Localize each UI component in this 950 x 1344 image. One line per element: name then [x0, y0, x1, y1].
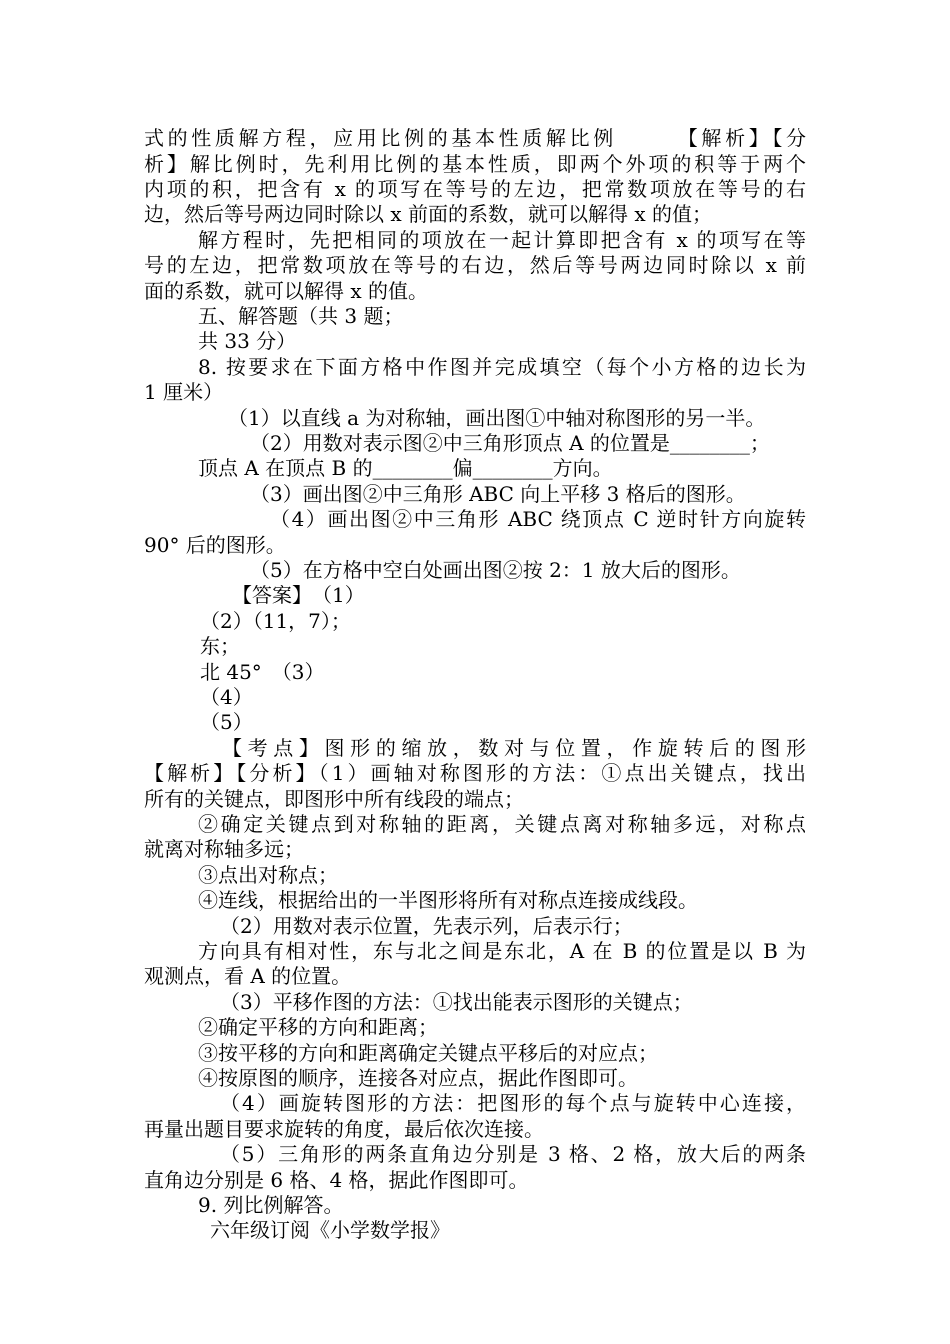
- text-line: 解方程时，先把相同的项放在一起计算即把含有 x 的项写在等: [198, 228, 806, 252]
- text-line: 边，然后等号两边同时除以 x 前面的系数，就可以解得 x 的值；: [144, 202, 712, 226]
- text-line: （4）: [200, 685, 253, 709]
- text-line: ④连线，根据给出的一半图形将所有对称点连接成线段。: [198, 888, 698, 912]
- question-8: 8. 按要求在下面方格中作图并完成填空（每个小方格的边长为: [198, 355, 806, 379]
- text-line: 就离对称轴多远；: [144, 837, 304, 861]
- text-line: ③按平移的方向和距离确定关键点平移后的对应点；: [198, 1041, 658, 1065]
- section-heading: 五、解答题（共 3 题；: [198, 304, 404, 328]
- text-line: ②确定关键点到对称轴的距离，关键点离对称轴多远，对称点: [198, 812, 806, 836]
- text-line: 90° 后的图形。: [144, 533, 286, 557]
- text-line: 顶点 A 在顶点 B 的________偏________方向。: [198, 456, 613, 480]
- text-line: （4）画旋转图形的方法：把图形的每个点与旋转中心连接，: [220, 1091, 806, 1115]
- text-line: （3）平移作图的方法：①找出能表示图形的关键点；: [220, 990, 693, 1014]
- text-line: 号的左边，把常数项放在等号的右边，然后等号两边同时除以 x 前: [144, 253, 806, 277]
- text-line: 1 厘米）: [144, 380, 224, 404]
- text-line: （2）用数对表示图②中三角形顶点 A 的位置是________；: [250, 431, 770, 455]
- text-line: 所有的关键点，即图形中所有线段的端点；: [144, 787, 524, 811]
- text-line: （2）（11，7）；: [200, 609, 351, 633]
- text-line: 东；: [200, 634, 240, 658]
- text-line: 再量出题目要求旋转的角度，最后依次连接。: [144, 1117, 544, 1141]
- text-line: 内项的积，把含有 x 的项写在等号的左边，把常数项放在等号的右: [144, 177, 806, 201]
- text-line: 观测点，看 A 的位置。: [144, 964, 352, 988]
- text-line: （4）画出图②中三角形 ABC 绕顶点 C 逆时针方向旋转: [270, 507, 806, 531]
- knowledge-point: 【考点】图形的缩放，数对与位置，作旋转后的图形: [222, 736, 806, 760]
- text-line: 北 45° （3）: [200, 660, 325, 684]
- text-line: ④按原图的顺序，连接各对应点，据此作图即可。: [198, 1066, 638, 1090]
- question-9: 9. 列比例解答。: [198, 1193, 344, 1217]
- text-line: 方向具有相对性，东与北之间是东北，A 在 B 的位置是以 B 为: [198, 939, 806, 963]
- text-line: （5）三角形的两条直角边分别是 3 格、2 格，放大后的两条: [220, 1142, 806, 1166]
- section-heading: 共 33 分）: [198, 329, 297, 353]
- text-line: 式的性质解方程，应用比例的基本性质解比例 【解析】【分: [144, 126, 806, 150]
- text-line: （5）: [200, 710, 253, 734]
- answer-label: 【答案】 （1）: [232, 583, 365, 607]
- text-line: （5）在方格中空白处画出图②按 2：1 放大后的图形。: [250, 558, 741, 582]
- text-line: 面的系数，就可以解得 x 的值。: [144, 279, 428, 303]
- text-line: 直角边分别是 6 格、4 格，据此作图即可。: [144, 1168, 529, 1192]
- text-line: ②确定平移的方向和距离；: [198, 1015, 438, 1039]
- text-line: 析】解比例时，先利用比例的基本性质，即两个外项的积等于两个: [144, 152, 806, 176]
- text-line: 【解析】【分析】（1）画轴对称图形的方法：①点出关键点，找出: [144, 761, 806, 785]
- text-line: 六年级订阅《小学数学报》: [210, 1218, 450, 1242]
- text-line: （2）用数对表示位置，先表示列，后表示行；: [220, 914, 633, 938]
- text-line: （3）画出图②中三角形 ABC 向上平移 3 格后的图形。: [250, 482, 746, 506]
- text-line: （1）以直线 a 为对称轴，画出图①中轴对称图形的另一半。: [228, 406, 766, 430]
- text-line: ③点出对称点；: [198, 863, 338, 887]
